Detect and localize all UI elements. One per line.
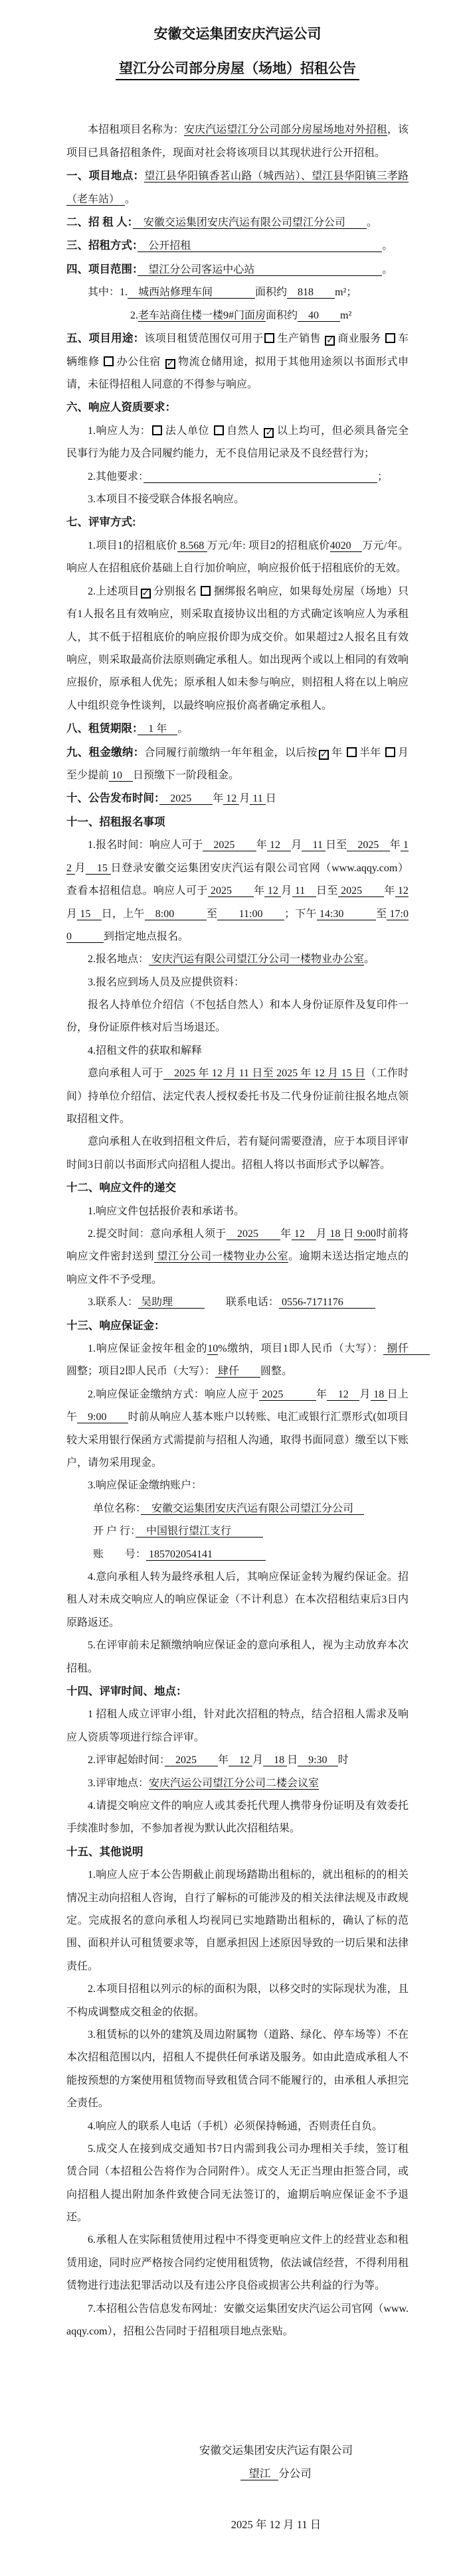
filled-value: 11 bbox=[302, 839, 326, 851]
text-run: 2.上述项目 bbox=[88, 585, 140, 597]
section-label: 一、项目地点： bbox=[66, 170, 145, 182]
text-run: 月 bbox=[239, 793, 250, 805]
filled-value: 望江分公司一楼物业办公室 bbox=[153, 1251, 289, 1263]
filled-value: 9:00 bbox=[77, 1411, 128, 1423]
registration-item-4 bbox=[66, 1040, 409, 1062]
filled-value: 12 bbox=[291, 1228, 316, 1240]
section-2-lessor bbox=[66, 211, 409, 234]
evaluation-place bbox=[66, 1772, 409, 1795]
text-run: 账 号： bbox=[93, 1548, 147, 1560]
filled-value: 安庆汽运望江分公司部分房屋场地对外招租 bbox=[183, 124, 387, 136]
qualification-item-3 bbox=[66, 488, 409, 511]
text-run: 至 bbox=[376, 908, 387, 920]
signature-branch-suffix: 分公司 bbox=[278, 2467, 312, 2480]
text-run: 本招租项目名称为： bbox=[88, 124, 184, 136]
filled-value: 12 bbox=[66, 839, 409, 874]
checkbox-unchecked-icon bbox=[214, 425, 224, 435]
evaluation-item-2 bbox=[66, 581, 409, 717]
filled-value: 10 bbox=[109, 770, 134, 782]
text-run: 单位名称： bbox=[93, 1502, 141, 1514]
filled-value: 18 bbox=[370, 1388, 387, 1400]
filled-value: 18 bbox=[326, 1228, 343, 1240]
filled-value: 14:30 bbox=[316, 908, 377, 920]
section-label: 十三、响应保证金： bbox=[66, 1319, 165, 1332]
text-run: 意向承租人在收到招租文件后，若有疑问需要澄清，应于本项目评审时间3日前以书面形式向招租人提出。招租人将以书面形式予以解答。 bbox=[66, 1136, 409, 1171]
text-run: 。 bbox=[366, 217, 377, 229]
text-run: 月 bbox=[291, 839, 302, 851]
text-run: 4.意向承租人转为最终承租人后，其响应保证金转为履约保证金。招租人对未成交响应人的响应保证金（不计利息）在本次招租结束后3日内原路返还。 bbox=[66, 1571, 409, 1628]
filled-value: 0556-7171176 bbox=[279, 1297, 375, 1309]
section-label: 十四、评审时间、地点： bbox=[66, 1685, 187, 1697]
signature-date: 2025 年 12 月 11 日 bbox=[231, 2518, 322, 2531]
text-run: ，该项目已具备招租条件，现面对社会将该项目以其现状进行公开招租。 bbox=[66, 124, 409, 159]
scope-item-2 bbox=[66, 305, 409, 327]
filled-value: 11 bbox=[250, 793, 266, 805]
checkbox-checked-icon: ✓ bbox=[265, 427, 274, 438]
text-run: 圆整。 bbox=[260, 1366, 293, 1378]
text-run: 1.响应文件包括报价表和承诺书。 bbox=[88, 1205, 245, 1217]
qualification-item-1 bbox=[66, 420, 409, 466]
text-run: 半年 bbox=[359, 747, 384, 758]
text-run: 年 bbox=[384, 885, 395, 897]
section-7-evaluation-method bbox=[66, 511, 409, 534]
text-run: 月 bbox=[74, 862, 86, 874]
text-run: 日登录安徽交运集团安庆汽运有限公司官网（www.aqqy.com）查看本招租信息。响应人可于 bbox=[66, 862, 409, 897]
deposit-item-4 bbox=[66, 1566, 409, 1634]
checkbox-unchecked-icon bbox=[152, 425, 162, 435]
text-run: 5.成交人在接到成交通知书7日内需到我公司办理相关手续，签订租赁合同（本招租公告将作为合同附件）。成交人无正当理由拒签合同，或向招租人提出附加条件致使合同无法签订的，逾期后响应保证金不予退还。 bbox=[66, 2143, 409, 2224]
submission-item-3-contact bbox=[66, 1291, 409, 1314]
text-run: 2.评审起始时间： bbox=[88, 1754, 165, 1766]
text-run: 合同履行前缴纳一年年租金，以后按 bbox=[144, 747, 318, 758]
section-10-announcement-date bbox=[66, 787, 409, 810]
filled-value: 2025 bbox=[165, 1754, 219, 1766]
text-run: 1.响应保证金按年租金的 bbox=[88, 1343, 208, 1355]
checkbox-checked-icon: ✓ bbox=[320, 749, 328, 760]
filled-value: 安徽交运集团安庆汽运有限公司望江分公司 bbox=[132, 217, 367, 229]
text-run: 年 bbox=[256, 839, 267, 851]
text-run: 日至 bbox=[326, 839, 347, 851]
text-run: 年 bbox=[254, 885, 265, 897]
text-run: 日至 bbox=[316, 885, 338, 897]
other-note-5 bbox=[66, 2138, 409, 2230]
checkbox-unchecked-icon bbox=[347, 747, 357, 757]
filled-value: 8.568 bbox=[177, 539, 207, 551]
text-run: 万元/年。响应人在招租底价基础上自行加价响应，响应报价低于招租底价的无效。 bbox=[66, 539, 409, 575]
checkbox-unchecked-icon bbox=[385, 333, 395, 343]
signature-company: 安徽交运集团安庆汽运有限公司 bbox=[199, 2444, 353, 2457]
text-run: 年 bbox=[280, 1228, 292, 1240]
filled-value: 17:00 bbox=[66, 908, 409, 942]
text-run: 2. bbox=[130, 309, 138, 321]
text-run: 至 bbox=[207, 908, 218, 920]
section-14-evaluation-time-place bbox=[66, 1680, 409, 1703]
other-note-3 bbox=[66, 2024, 409, 2115]
registration-materials bbox=[66, 994, 409, 1040]
text-run: 时 bbox=[337, 1754, 349, 1766]
filled-value: 818 bbox=[287, 287, 335, 299]
text-run: 5.在评审前未足额缴纳响应保证金的意向承租人，视为主动放弃本次招租。 bbox=[66, 1640, 409, 1674]
doc-title-line1: 安徽交运集团安庆汽运公司 bbox=[153, 27, 322, 42]
text-run: ； bbox=[377, 470, 389, 482]
text-run: m²； bbox=[335, 287, 357, 299]
filled-value: 12 bbox=[395, 885, 409, 897]
registration-item-1 bbox=[66, 834, 409, 948]
text-run: 3.租赁标的以外的建筑及周边附属物（道路、绿化、停车场等）不在本次招租范围以内，招租人不提供任何承诺及服务。如由此造成承租人不能按预想的方案使用租赁物而导致租赁合同不能履行的，由承租人承担完全责任。 bbox=[66, 2029, 409, 2110]
scope-item-1 bbox=[66, 281, 409, 304]
filled-value: 吴助理 bbox=[138, 1297, 205, 1309]
text-run: 意向承租人可于 bbox=[88, 1068, 163, 1080]
text-run: 2.响应保证金缴纳方式：响应人应于 bbox=[88, 1388, 260, 1400]
text-run: 物流仓储用途，拟用于其他用途须以书面形式申请，未征得招租人同意的不得参与响应。 bbox=[66, 356, 409, 391]
text-run: 。 bbox=[177, 723, 189, 735]
filled-value: 12 bbox=[264, 885, 282, 897]
deposit-item-5 bbox=[66, 1634, 409, 1680]
checkbox-unchecked-icon bbox=[104, 356, 114, 366]
text-run: 1 招租人成立评审小组，针对此次招租的特点，结合招租人需求及响应人资质等项进行综合评审。 bbox=[66, 1709, 409, 1743]
text-run: 月至少提前 bbox=[66, 747, 409, 782]
doc-title-line2: 望江分公司部分房屋（场地）招租公告 bbox=[116, 61, 359, 80]
text-run: 3.评审地点： bbox=[88, 1777, 149, 1789]
filled-value: 安徽交运集团安庆汽运有限公司望江分公司 bbox=[141, 1502, 365, 1514]
checkbox-unchecked-icon bbox=[264, 333, 274, 343]
evaluation-panel bbox=[66, 1703, 409, 1749]
checkbox-unchecked-icon bbox=[201, 586, 211, 596]
section-label: 六、响应人资质要求： bbox=[66, 401, 176, 414]
filled-value bbox=[143, 471, 377, 483]
filled-value: 2025 bbox=[203, 839, 256, 851]
other-note-2 bbox=[66, 1978, 409, 2024]
other-note-7 bbox=[66, 2298, 409, 2344]
filled-value: 12 bbox=[229, 1754, 253, 1766]
section-label: 二、招 租 人： bbox=[66, 216, 133, 229]
checkbox-checked-icon: ✓ bbox=[141, 587, 150, 599]
registration-item-3 bbox=[66, 971, 409, 994]
filled-value: 2025 bbox=[259, 1388, 316, 1400]
text-run: 1.报名时间：响应人可于 bbox=[88, 839, 203, 851]
text-run: 1.响应人应于本公告期截止前现场踏勘出租标的，就出租标的的相关情况主动向招租人咨询，自行了解标的可能涉及的相关法律法规及市政规定。完成报名的意向承租人均视同已实地踏勘出租标的，确认了标的范围、面积并认可租赁要求等，自愿承担因上述原因导致的一切后果和法律责任。 bbox=[66, 1869, 409, 1972]
filled-value: 12 bbox=[223, 793, 240, 805]
submission-item-1 bbox=[66, 1200, 409, 1223]
text-run: 日上午 bbox=[66, 1388, 409, 1423]
text-run: 商业服务 bbox=[337, 333, 384, 345]
text-run: 7.本招租公告信息发布网址：安徽交运集团安庆汽运公司官网（www.aqqy.com），招租公告同时于招租项目地点张贴。 bbox=[66, 2303, 409, 2338]
section-label: 十一、招租报名事项 bbox=[66, 816, 165, 828]
text-run: 4.招租文件的获取和解释 bbox=[88, 1044, 203, 1056]
filled-value: 9:30 bbox=[298, 1754, 338, 1766]
text-run: 日 bbox=[265, 793, 276, 805]
text-run: 4.请提交响应文件的响应人或其委托代理人携带身份证明及有效委托手续准时参加，不参加者视为默认此次招租结果。 bbox=[66, 1800, 409, 1835]
section-12-response-submission bbox=[66, 1177, 409, 1200]
section-8-lease-term bbox=[66, 717, 409, 741]
submission-item-2 bbox=[66, 1223, 409, 1291]
filled-value: 2025 bbox=[226, 1228, 281, 1240]
section-label: 九、租金缴纳： bbox=[66, 746, 145, 758]
text-run: 万元/年: 项目2的招租底价 bbox=[207, 539, 330, 551]
section-label: 十二、响应文件的递交 bbox=[66, 1182, 176, 1194]
filled-value: 望江分公司客运中心站 bbox=[138, 263, 383, 275]
section-label: 十五、其他说明 bbox=[66, 1845, 143, 1858]
filled-value: 9:00 bbox=[354, 1228, 376, 1240]
text-run: 分别报名 bbox=[153, 585, 200, 597]
signature-block bbox=[105, 2439, 447, 2536]
text-run: 开 户 行： bbox=[93, 1526, 136, 1538]
text-run: 。 bbox=[364, 954, 375, 966]
text-run: 4.响应人的联系人电话（手机）必须保持畅通，否则责任自负。 bbox=[88, 2120, 383, 2132]
text-run: 。逾期未送达指定地点的响应文件不予受理。 bbox=[66, 1251, 409, 1285]
text-run: 月 bbox=[252, 1754, 264, 1766]
deposit-item-3 bbox=[66, 1474, 409, 1497]
filled-value: 公开招租 bbox=[138, 240, 383, 252]
text-run: 2.提交时间：意向承租人须于 bbox=[88, 1228, 227, 1240]
text-run: 年 bbox=[316, 1388, 327, 1400]
other-note-6 bbox=[66, 2229, 409, 2297]
text-run: 月 bbox=[281, 885, 292, 897]
text-run: 年 bbox=[213, 793, 224, 805]
filled-value: 1 年 bbox=[138, 723, 178, 735]
intro-paragraph bbox=[66, 119, 409, 165]
other-note-1 bbox=[66, 1864, 409, 1978]
text-run: 面积约 bbox=[266, 309, 298, 321]
checkbox-checked-icon: ✓ bbox=[166, 358, 175, 369]
filled-value: 望江县华阳镇香茗山路（城西站）、望江县华阳镇三孝路（老车站） bbox=[66, 171, 409, 205]
evaluation-attendance bbox=[66, 1795, 409, 1841]
text-run: 1.项目1的招租底价 bbox=[88, 539, 177, 551]
text-run: 。 bbox=[382, 263, 393, 275]
text-run: 年 bbox=[331, 747, 345, 758]
text-run: 生产销售 bbox=[277, 333, 324, 345]
text-run: 日 bbox=[343, 1228, 355, 1240]
section-5-usage bbox=[66, 327, 409, 396]
document-pickup bbox=[66, 1062, 409, 1131]
text-run: 。 bbox=[125, 193, 136, 205]
deposit-item-1 bbox=[66, 1338, 430, 1384]
filled-value: 11 bbox=[292, 885, 317, 897]
checkbox-checked-icon: ✓ bbox=[326, 335, 334, 346]
filled-value: 18 bbox=[263, 1754, 288, 1766]
filled-value: 40 bbox=[298, 309, 341, 321]
filled-value: 安庆汽运有限公司望江分公司一楼物业办公室 bbox=[149, 954, 365, 966]
text-run: 其中：1. bbox=[88, 287, 128, 299]
text-run: 以上均可，但必须具备完全民事行为能力及合同履约能力，无不良信用记录及不良经营行为； bbox=[66, 425, 409, 460]
section-15-other-notes bbox=[66, 1841, 409, 1864]
text-run: 。 bbox=[382, 240, 393, 252]
filled-value: 4020 bbox=[329, 539, 363, 551]
section-11-registration bbox=[66, 811, 409, 834]
filled-value: 2025 bbox=[337, 885, 385, 897]
section-label: 七、评审方式: bbox=[66, 516, 136, 529]
section-13-deposit bbox=[66, 1315, 409, 1338]
other-note-4 bbox=[66, 2115, 409, 2138]
filled-value: 捌仟 bbox=[383, 1343, 430, 1355]
text-run: ；下午 bbox=[284, 908, 317, 920]
text-run: 月 bbox=[66, 908, 78, 920]
filled-value: 老车站商住楼一楼9#门面房 bbox=[138, 309, 266, 321]
section-9-rent-payment bbox=[66, 741, 409, 788]
text-run: 3.响应保证金缴纳账户： bbox=[88, 1480, 203, 1492]
document-clarification bbox=[66, 1131, 409, 1177]
deposit-account-bank bbox=[66, 1520, 409, 1543]
filled-value: 中国银行望江支行 bbox=[136, 1526, 264, 1538]
section-label: 四、项目范围： bbox=[66, 263, 138, 275]
filled-value: 肆仟 bbox=[215, 1366, 261, 1378]
text-run: 1.响应人为： bbox=[88, 425, 151, 437]
text-run: 月 bbox=[316, 1228, 327, 1240]
text-run: 日预缴下一阶段租金。 bbox=[133, 770, 240, 782]
text-run: 到指定地点报名。 bbox=[104, 930, 189, 942]
text-run: 联系电话： bbox=[205, 1297, 280, 1309]
section-label: 五、项目用途： bbox=[66, 332, 145, 345]
text-run: 3.本项目不接受联合体报名响应。 bbox=[88, 494, 245, 506]
deposit-item-2 bbox=[66, 1384, 409, 1475]
text-run: 2.本项目招租以列示的标的面积为限，以移交时的实际现状为准，且不构成调整成交租金的依据。 bbox=[66, 1983, 409, 2018]
section-6-qualification bbox=[66, 396, 409, 419]
filled-value: 15 bbox=[77, 908, 102, 920]
text-run: （工作时间）持单位介绍信、法定代表人授权委托书及二代身份证前往报名地点领取招租文件。 bbox=[66, 1068, 409, 1125]
text-run: 2.其他要求： bbox=[88, 470, 144, 482]
filled-value: 城西站修理车间 bbox=[128, 287, 256, 299]
text-run: 3.联系人： bbox=[88, 1297, 139, 1309]
text-run: 报名人持单位介绍信（不包括自然人）和本人身份证原件及复印件一份，身份证原件核对后当场退还。 bbox=[66, 999, 409, 1034]
section-label: 八、租赁期限： bbox=[66, 723, 138, 735]
text-run: 6.承租人在实际租赁使用过程中不得变更响应文件上的经营业态和租赁用途，同时应严格按合同约定使用租赁物，依法诚信经营，不得利用租赁物进行违法犯罪活动以及有违公序良俗或损害公共利益的行为等。 bbox=[66, 2234, 409, 2292]
text-run: 该项目租赁范围仅可用于 bbox=[144, 333, 264, 345]
checkbox-unchecked-icon bbox=[385, 747, 395, 757]
text-run: 年 bbox=[389, 839, 401, 851]
text-run: 圆整；项目2即人民币（大写）： bbox=[66, 1366, 216, 1378]
document-body bbox=[66, 119, 430, 2343]
text-run: 日，上午 bbox=[101, 908, 145, 920]
text-run: 月 bbox=[359, 1388, 371, 1400]
text-run: 3.报名应到场人员及应提供资料： bbox=[88, 976, 245, 988]
text-run: 2.报名地点： bbox=[88, 954, 149, 966]
registration-item-2 bbox=[66, 948, 409, 971]
filled-value: 11:00 bbox=[217, 908, 285, 920]
filled-value: 185702054141 bbox=[146, 1548, 266, 1560]
filled-value: 10 bbox=[207, 1343, 219, 1355]
filled-value: 2025 bbox=[207, 885, 254, 897]
deposit-account-name bbox=[66, 1498, 409, 1520]
text-run: 日 bbox=[287, 1754, 298, 1766]
section-label: 三、招租方式： bbox=[66, 240, 138, 252]
text-run: 年 bbox=[218, 1754, 229, 1766]
filled-value: 安庆汽运公司望江分公司二楼会议室 bbox=[149, 1777, 320, 1789]
filled-value: 2025 bbox=[347, 839, 390, 851]
deposit-account-number bbox=[66, 1543, 409, 1566]
text-run: 面积约 bbox=[255, 287, 288, 299]
evaluation-item-1 bbox=[66, 535, 409, 581]
text-run: 时前将响应文件密封送到 bbox=[66, 1228, 409, 1263]
qualification-item-2 bbox=[66, 466, 409, 488]
filled-value: 8:00 bbox=[144, 908, 207, 920]
section-4-scope bbox=[66, 258, 409, 281]
filled-value: 12 bbox=[327, 1388, 360, 1400]
text-run: 车辆维修 bbox=[66, 333, 409, 368]
text-run: m² bbox=[340, 309, 352, 321]
text-run: 自然人 bbox=[226, 425, 263, 437]
text-run: %缴纳，项目1即人民币（大写）： bbox=[218, 1343, 384, 1355]
text-run: 捆绑报名响应，如果每处房屋（场地）只有1人报名且有效响应，则采取直接协议出租的方式确定该响应人为承租人，其不低于招租底价的响应报价即为成交价。如果超过2人报名且有效响应，则采取最高价法原则确定承租人。如出现两个或以上相同的有效响应报价，原承租人优先；原承租人如未参与响应，则招租人将在以上响应人中组织竞争性谈判，以最终响应报价高者确定承租人。 bbox=[66, 585, 409, 711]
text-run: 时前从响应人基本账户以转账、电汇或银行汇票形式(如项目较大采用银行保函方式需提前与招租人沟通，取得书面同意）缴至以下账户，请勿采用现金。 bbox=[66, 1411, 409, 1469]
signature-branch bbox=[105, 2463, 447, 2486]
filled-value: 2025 bbox=[159, 793, 213, 805]
section-label: 十、公告发布时间： bbox=[66, 792, 160, 805]
filled-value: 15 bbox=[86, 862, 111, 874]
doc-title-line2-wrap bbox=[66, 57, 409, 81]
filled-value: 2025 年 12 月 11 日至 2025 年 12 月 15 日 bbox=[163, 1068, 366, 1080]
section-3-method bbox=[66, 234, 409, 257]
filled-value: 12 bbox=[266, 839, 292, 851]
signature-branch-fill: 望江 bbox=[240, 2467, 278, 2480]
section-1-project-location bbox=[66, 165, 409, 211]
text-run: 办公住宿 bbox=[116, 356, 164, 368]
text-run: 法人单位 bbox=[165, 425, 213, 437]
evaluation-start-time bbox=[66, 1749, 409, 1772]
